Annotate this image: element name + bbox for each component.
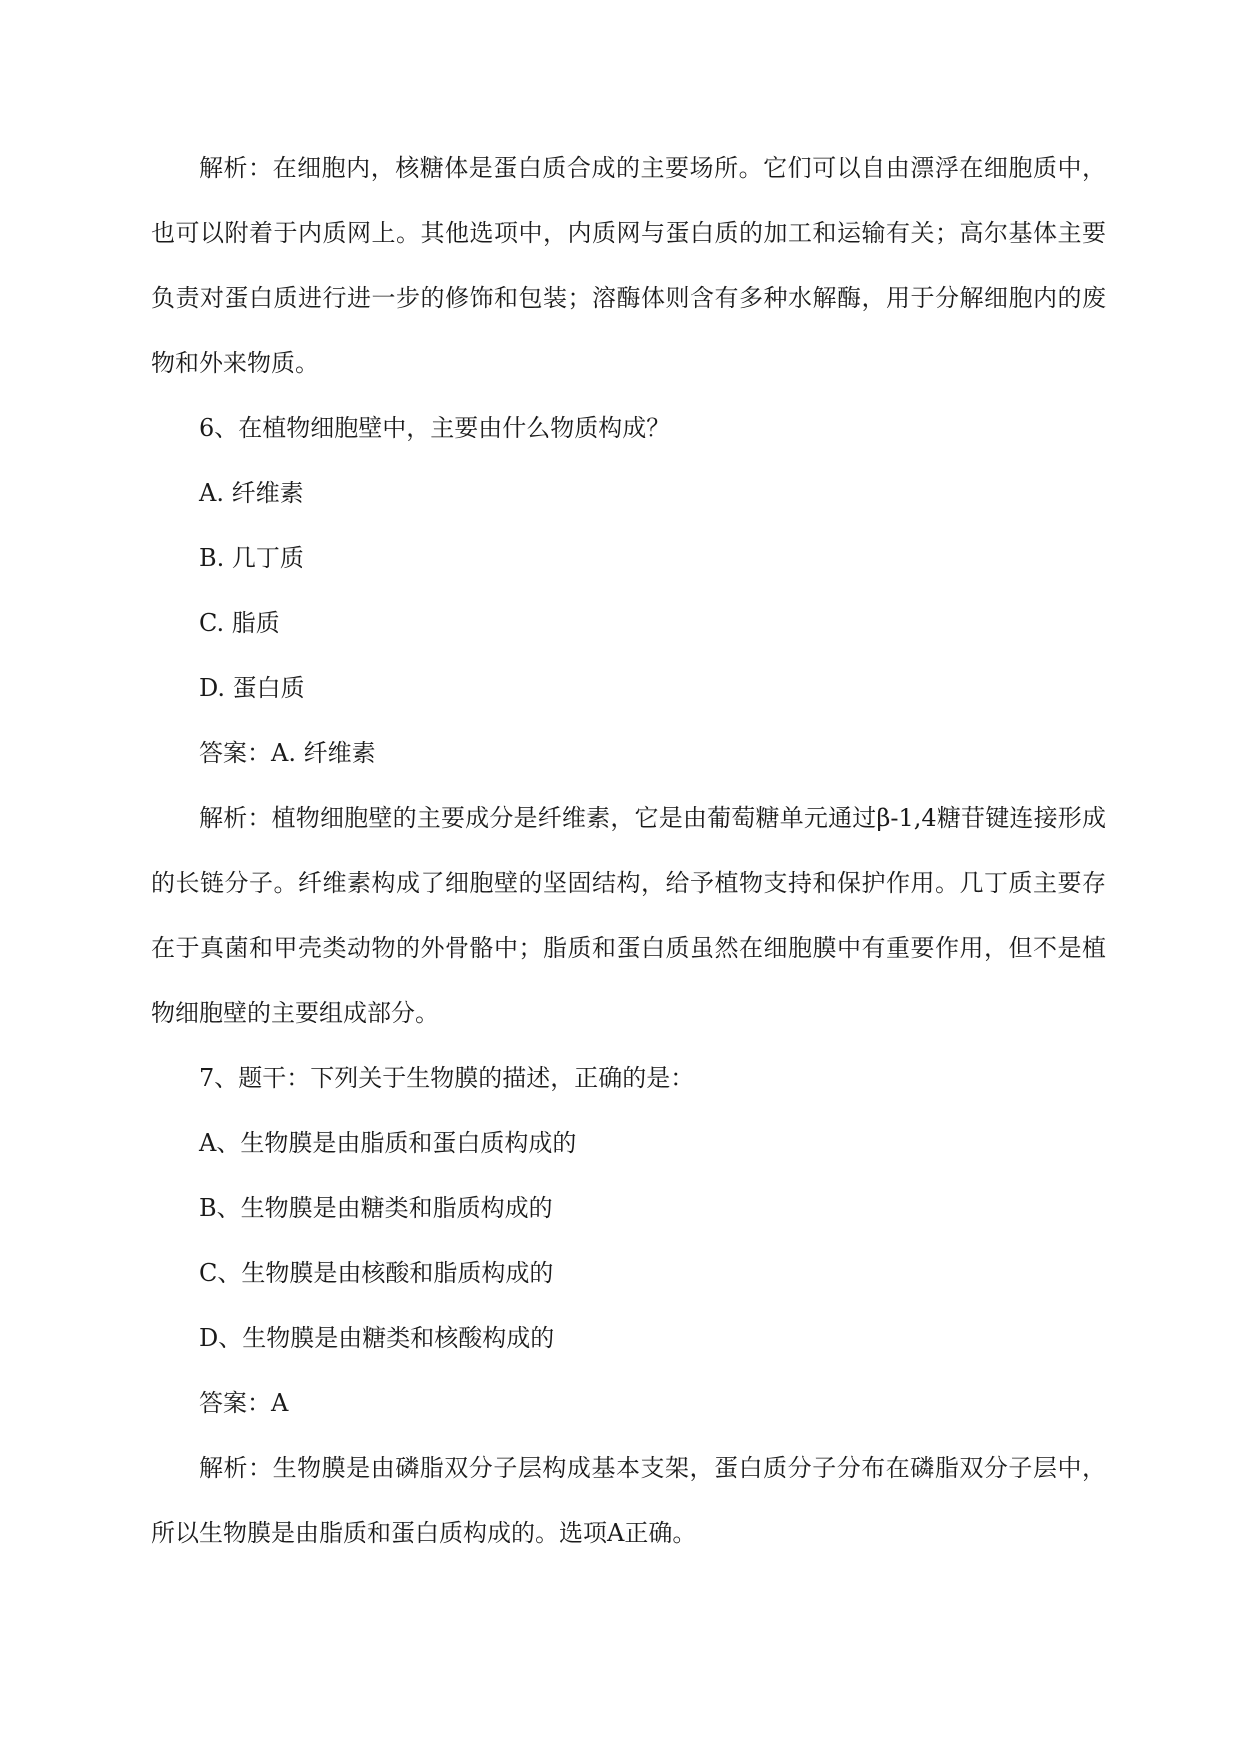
explanation-q6: 解析：植物细胞壁的主要成分是纤维素，它是由葡萄糖单元通过β-1,4糖苷键连接形成的长链分子。纤维素构成了细胞壁的坚固结构，给予植物支持和保护作用。几丁质主要存在于真菌和甲壳类动物的外骨骼中；脂质和蛋白质虽然在细胞膜中有重要作用，但不是植物细胞壁的主要组成部分。 (151, 804, 1106, 1027)
question-7-option-c: C、生物膜是由核酸和脂质构成的 (199, 1259, 554, 1287)
explanation-q7: 解析：生物膜是由磷脂双分子层构成基本支架，蛋白质分子分布在磷脂双分子层中，所以生物膜是由脂质和蛋白质构成的。选项A正确。 (151, 1454, 1106, 1547)
question-6-option-a: A. 纤维素 (199, 479, 304, 507)
question-6-stem: 6、在植物细胞壁中，主要由什么物质构成？ (199, 414, 671, 442)
question-7-option-d: D、生物膜是由糖类和核酸构成的 (199, 1324, 555, 1352)
question-6-option-d: D. 蛋白质 (199, 674, 305, 702)
question-7-stem: 7、题干：下列关于生物膜的描述，正确的是： (199, 1064, 695, 1092)
page-content (151, 136, 1106, 1566)
question-7-option-a: A、生物膜是由脂质和蛋白质构成的 (199, 1129, 577, 1157)
question-6-answer: 答案：A. 纤维素 (199, 739, 376, 767)
explanation-q5: 解析：在细胞内，核糖体是蛋白质合成的主要场所。它们可以自由漂浮在细胞质中，也可以附着于内质网上。其他选项中，内质网与蛋白质的加工和运输有关；高尔基体主要负责对蛋白质进行进一步的修饰和包装；溶酶体则含有多种水解酶，用于分解细胞内的废物和外来物质。 (151, 154, 1106, 377)
question-7-answer: 答案：A (199, 1389, 289, 1417)
question-6-option-b: B. 几丁质 (199, 544, 304, 572)
question-7-option-b: B、生物膜是由糖类和脂质构成的 (199, 1194, 553, 1222)
question-6-option-c: C. 脂质 (199, 609, 280, 637)
